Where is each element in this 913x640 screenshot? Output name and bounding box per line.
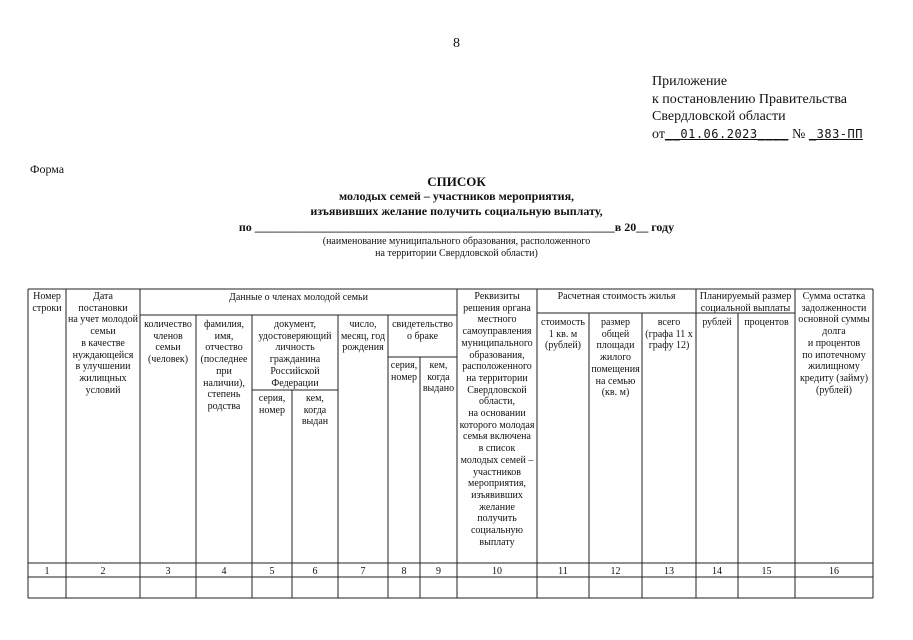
header-total-cost: всего (графа 11 х графу 12) — [645, 317, 693, 352]
header-housing-cost-group: Расчетная стоимость жилья — [557, 291, 676, 302]
header-registration-date: Дата постановки на учет молодой семьи в качестве нуждающейся в улучшении жилищных условий — [68, 291, 138, 396]
header-remaining-debt: Сумма остатка задолженности основной суммы долга и процентов по ипотечному жилищному кредиту (займу) (рублей) — [798, 291, 870, 396]
appendix-region: Свердловской области — [652, 109, 786, 124]
date-prefix: от — [652, 126, 665, 142]
header-identity-document: документ, удостоверяющий личность гражданина Российской Федерации — [258, 319, 332, 389]
caption-line-1: (наименование муниципального образования, расположенного — [322, 236, 591, 247]
header-marriage-issued: кем, когда выдано — [422, 360, 455, 395]
header-family-members-group: Данные о членах молодой семьи — [229, 292, 368, 303]
column-number: 8 — [401, 566, 407, 577]
column-number: 15 — [761, 566, 772, 577]
caption-line-2: на территории Свердловской области) — [375, 248, 538, 259]
number-prefix: № — [792, 126, 806, 142]
appendix-date-number — [652, 126, 863, 144]
header-row-number: Номер строки — [32, 291, 62, 314]
column-number: 6 — [312, 566, 318, 577]
header-decision-requisites: Реквизиты решения органа местного самоуправления муниципального образования, расположенного на территории Свердловской области, на основании которого молодая семья включена в список молодых семей – участников мероприятия, изъявивших желание получить социальную выплату — [459, 291, 535, 548]
header-planned-payment-group: Планируемый размер социальной выплаты — [699, 291, 792, 314]
header-marriage-certificate: свидетельство о браке — [392, 319, 453, 342]
column-number: 14 — [712, 566, 722, 577]
header-marriage-series: серия, номер — [390, 360, 418, 383]
header-payment-rubles: рублей — [702, 317, 732, 328]
header-payment-percent: процентов — [744, 317, 789, 328]
header-living-area: размер общей площади жилого помещения на семью (кв. м) — [591, 317, 640, 399]
form-label: Форма — [30, 162, 65, 176]
column-number: 2 — [100, 566, 106, 577]
municipality-caption — [0, 236, 913, 260]
column-number: 1 — [44, 566, 50, 577]
page-number: 8 — [453, 36, 460, 51]
column-number: 9 — [436, 566, 441, 577]
header-full-name: фамилия, имя, отчество (последнее при наличии), степень родства — [200, 319, 248, 412]
column-number: 11 — [558, 566, 568, 577]
header-birth-date: число, месяц, год рождения — [340, 319, 386, 354]
decree-number: _383-ПП — [808, 126, 863, 141]
column-number: 4 — [221, 566, 227, 577]
column-number: 16 — [829, 566, 839, 577]
appendix-decree: к постановлению Правительства — [652, 91, 848, 107]
column-number: 10 — [492, 566, 502, 577]
document-title — [0, 174, 913, 219]
header-id-series: серия, номер — [258, 393, 286, 416]
appendix-title: Приложение — [652, 74, 728, 89]
title-line-2: молодых семей – участников мероприятия, — [338, 189, 575, 203]
column-number: 3 — [165, 566, 171, 577]
header-members-count: количество членов семьи (человек) — [144, 319, 192, 366]
header-id-issued: кем, когда выдан — [301, 393, 329, 428]
title-main: СПИСОК — [427, 174, 486, 189]
decree-date: __01.06.2023____ — [664, 126, 789, 141]
column-number: 7 — [360, 566, 366, 577]
column-number: 5 — [269, 566, 275, 577]
column-number: 12 — [610, 566, 621, 577]
header-cost-per-sqm: стоимость 1 кв. м (рублей) — [541, 317, 585, 352]
column-number: 13 — [664, 566, 674, 577]
title-line-3: изъявивших желание получить социальную выплату, — [310, 204, 603, 218]
appendix-block — [652, 73, 863, 143]
municipality-fill-line: по ____________________________________________________________в 20__ году — [238, 220, 675, 234]
